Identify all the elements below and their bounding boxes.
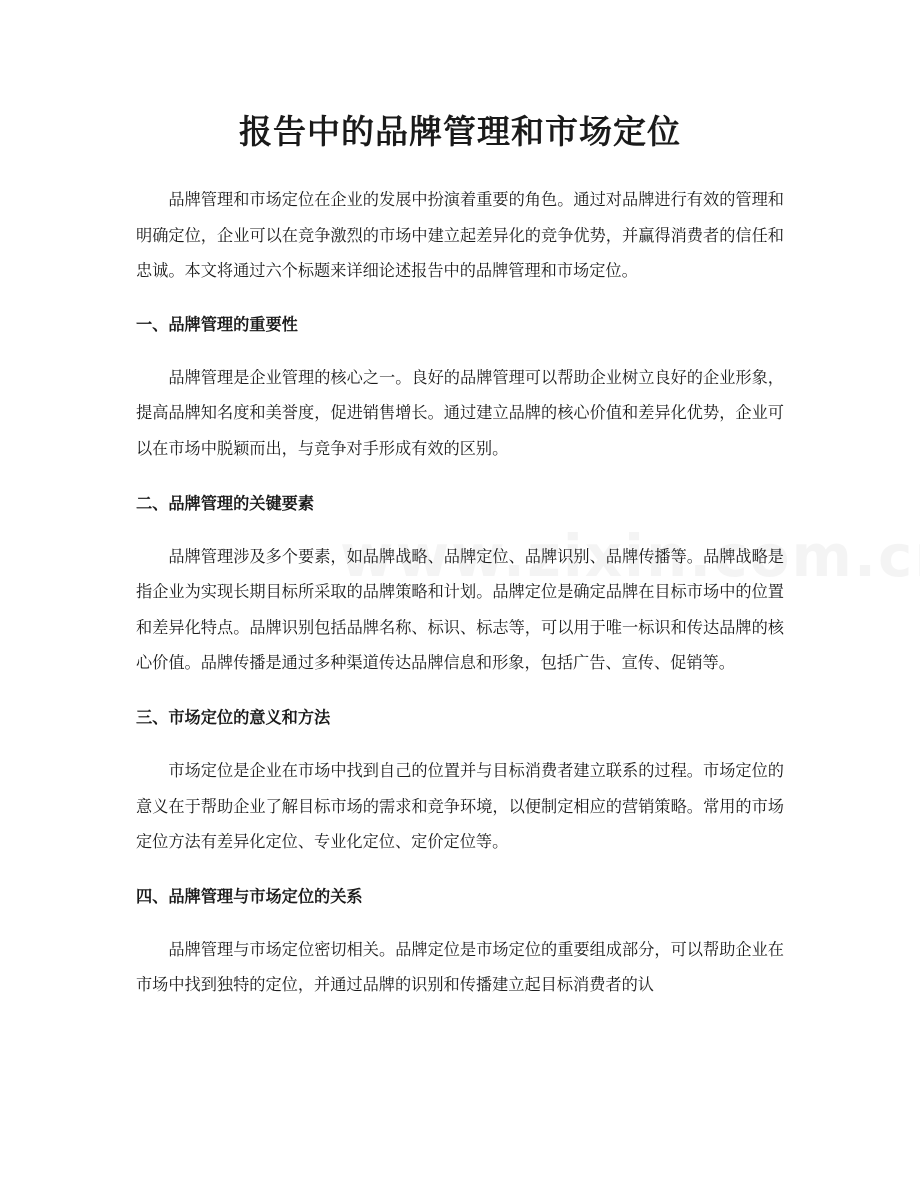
section-paragraph-1: 品牌管理是企业管理的核心之一。良好的品牌管理可以帮助企业树立良好的企业形象，提高品牌知名度和美誉度，促进销售增长。通过建立品牌的核心价值和差异化优势，企业可以在市场中脱颖而出，与竞争对手形成有效的区别。: [136, 367, 784, 458]
document-body: [136, 182, 784, 1003]
section-paragraph-3: 市场定位是企业在市场中找到自己的位置并与目标消费者建立联系的过程。市场定位的意义在于帮助企业了解目标市场的需求和竞争环境，以便制定相应的营销策略。常用的市场定位方法有差异化定位、专业化定位、定价定位等。: [136, 760, 784, 852]
intro-paragraph: 品牌管理和市场定位在企业的发展中扮演着重要的角色。通过对品牌进行有效的管理和明确定位，企业可以在竞争激烈的市场中建立起差异化的竞争优势，并赢得消费者的信任和忠诚。本文将通过六个标题来详细论述报告中的品牌管理和市场定位。: [136, 190, 784, 281]
document-title: 报告中的品牌管理和市场定位: [239, 112, 681, 151]
section-paragraph-2: 品牌管理涉及多个要素，如品牌战略、品牌定位、品牌识别、品牌传播等。品牌战略是指企业为实现长期目标所采取的品牌策略和计划。品牌定位是确定品牌在目标市场中的位置和差异化特点。品牌识别包括品牌名称、标识、标志等，可以用于唯一标识和传达品牌的核心价值。品牌传播是通过多种渠道传达品牌信息和形象，包括广告、宣传、促销等。: [136, 546, 784, 673]
section-heading-2: 二、品牌管理的关键要素: [136, 493, 315, 513]
section-heading-3: 三、市场定位的意义和方法: [136, 707, 331, 727]
section-paragraph-4: 品牌管理与市场定位密切相关。品牌定位是市场定位的重要组成部分，可以帮助企业在市场中找到独特的定位，并通过品牌的识别和传播建立起目标消费者的认: [136, 939, 784, 995]
section-heading-4: 四、品牌管理与市场定位的关系: [136, 886, 363, 906]
section-heading-1: 一、品牌管理的重要性: [136, 314, 298, 334]
